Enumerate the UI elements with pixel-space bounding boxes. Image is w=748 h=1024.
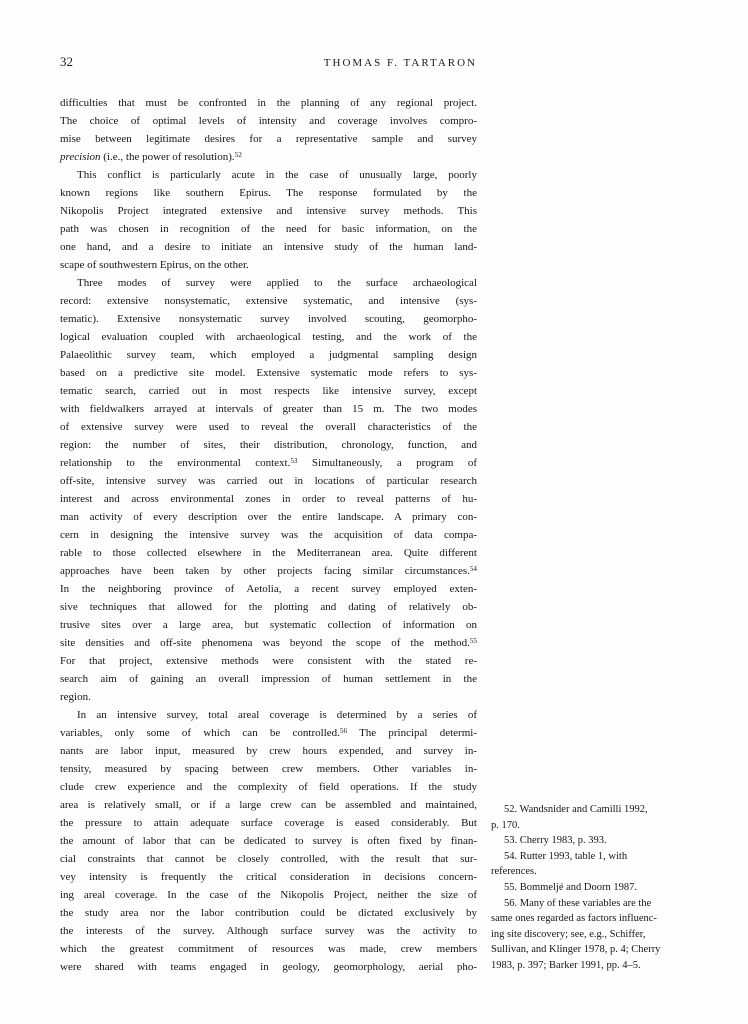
footnote-line: 53. Cherry 1983, p. 393.: [504, 835, 607, 847]
text-line: Three modes of survey were applied to the surface archaeological: [77, 277, 477, 289]
text-line: record: extensive nonsystematic, extensive systematic, and intensive (sys-: [60, 295, 477, 307]
text-line: based on a predictive site model. Extensive systematic mode refers to sys-: [60, 367, 477, 379]
text-line: area is relatively small, or if a large crew can be assembled and maintained,: [60, 799, 477, 811]
text-line: relationship to the environmental context.$^{53}$ Simultaneously, a program of: [60, 457, 477, 469]
text-line: difficulties that must be confronted in the planning of any regional project.: [60, 97, 477, 109]
text-line: clude crew experience and the complexity of field operations. If the study: [60, 781, 477, 793]
text-line: rable to those collected elsewhere in the Mediterranean area. Quite different: [60, 547, 477, 559]
footnote-line: 56. Many of these variables are the: [504, 897, 652, 909]
footnote-line: same ones regarded as factors influenc-: [491, 913, 657, 925]
running-head: THOMAS F. TARTARON: [323, 57, 477, 69]
text-line: Palaeolithic survey team, which employed a judgmental sampling design: [60, 349, 477, 361]
text-line: one hand, and a desire to initiate an intensive study of the human land-: [60, 241, 477, 253]
text-line: interest and across environmental zones in order to reveal patterns of hu-: [60, 493, 477, 505]
text-line: with fieldwalkers arrayed at intervals of greater than 15 m. The two modes: [60, 403, 477, 415]
footnote: [491, 880, 706, 896]
main-text: [60, 94, 477, 976]
paragraph: [60, 166, 477, 274]
footnote-line: Sullivan, and Klinger 1978, p. 4; Cherry: [491, 944, 661, 956]
text-line: This conflict is particularly acute in the case of unusually large, poorly: [77, 169, 477, 181]
text-line: variables, only some of which can be controlled.$^{56}$ The principal determi-: [60, 727, 477, 739]
paragraph: [60, 706, 477, 976]
text-line: For that project, extensive methods were consistent with the stated re-: [60, 655, 477, 667]
footnote: [491, 896, 706, 974]
text-line: off-site, intensive survey was carried out in locations of particular research: [60, 475, 477, 487]
text-line: the interests of the survey. Although surface survey was the activity to: [60, 925, 477, 937]
text-line: The choice of optimal levels of intensity and coverage involves compro-: [60, 115, 477, 127]
text-line: region.: [60, 691, 91, 703]
text-line: which the greatest commitment of resources was made, crew members: [60, 943, 477, 955]
text-line: logical evaluation coupled with archaeological testing, and the work of the: [60, 331, 477, 343]
text-line: nants are labor input, measured by crew hours expended, and survey in-: [60, 745, 477, 757]
text-line: cern in designing the intensive survey was the acquisition of data compa-: [60, 529, 477, 541]
text-line: were shared with teams engaged in geology, geomorphology, aerial pho-: [60, 961, 477, 973]
footnote-line: references.: [491, 866, 537, 878]
text-line: trusive sites over a large area, but systematic collection of information on: [60, 619, 477, 631]
text-line: the pressure to attain adequate surface coverage is eased considerably. But: [60, 817, 477, 829]
footnote: [491, 802, 706, 833]
text-line: site densities and off-site phenomena was beyond the scope of the method.$^{55}$: [60, 637, 477, 649]
footnote: [491, 833, 706, 849]
text-line: mise between legitimate desires for a representative sample and survey: [60, 133, 477, 145]
footnote-line: 54. Rutter 1993, table 1, with: [504, 850, 628, 862]
text-line: man activity of every description over the entire landscape. A primary con-: [60, 511, 477, 523]
text-line: In an intensive survey, total areal coverage is determined by a series of: [77, 709, 477, 721]
text-line: In the neighboring province of Aetolia, a recent survey employed exten-: [60, 583, 477, 595]
text-line: scape of southwestern Epirus, on the other.: [60, 259, 249, 271]
footnote-line: 1983, p. 397; Barker 1991, pp. 4–5.: [491, 959, 641, 971]
text-line: vey intensity is frequently the critical consideration in decisions concern-: [60, 871, 477, 883]
text-line: approaches have been taken by other projects facing similar circumstances.$^{54}$: [60, 565, 477, 577]
text-line: Nikopolis Project integrated extensive and intensive survey methods. This: [60, 205, 477, 217]
text-line: path was chosen in recognition of the need for basic information, on the: [60, 223, 477, 235]
text-line: region: the number of sites, their distribution, chronology, function, and: [60, 439, 477, 451]
footnote-line: 55. Bommeljé and Doorn 1987.: [504, 881, 637, 893]
page-number: 32: [60, 54, 73, 69]
text-line: cial constraints that cannot be closely controlled, with the result that sur-: [60, 853, 477, 865]
text-line: tematic). Extensive nonsystematic survey involved scouting, geomorpho-: [60, 313, 477, 325]
text-line: ing areal coverage. In the case of the Nikopolis Project, neither the size of: [60, 889, 477, 901]
text-line: search aim of gaining an overall impression of human settlement in the: [60, 673, 477, 685]
footnotes: [491, 802, 706, 974]
text-line: the amount of labor that can be dedicated to survey is often fixed by finan-: [60, 835, 477, 847]
footnote-line: p. 170.: [491, 819, 520, 831]
text-line: sive techniques that allowed for the plotting and dating of relatively ob-: [60, 601, 477, 613]
paragraph: [60, 274, 477, 706]
footnote-line: 52. Wandsnider and Camilli 1992,: [504, 804, 648, 815]
text-line: tensity, measured by spacing between crew members. Other variables in-: [60, 763, 477, 775]
footnote-line: ing site discovery; see, e.g., Schiffer,: [491, 928, 646, 940]
text-line: tematic search, carried out in most respects like intensive survey, except: [60, 385, 477, 397]
footnote: [491, 849, 706, 880]
text-line: of extensive survey were used to reveal the overall characteristics of the: [60, 421, 477, 433]
text-line: precision (i.e., the power of resolution).$^{52}$: [60, 151, 242, 163]
paragraph: [60, 94, 477, 166]
text-line: known regions like southern Epirus. The response formulated by the: [60, 187, 477, 199]
text-line: the study area nor the labor contribution could be dictated exclusively by: [60, 907, 477, 919]
